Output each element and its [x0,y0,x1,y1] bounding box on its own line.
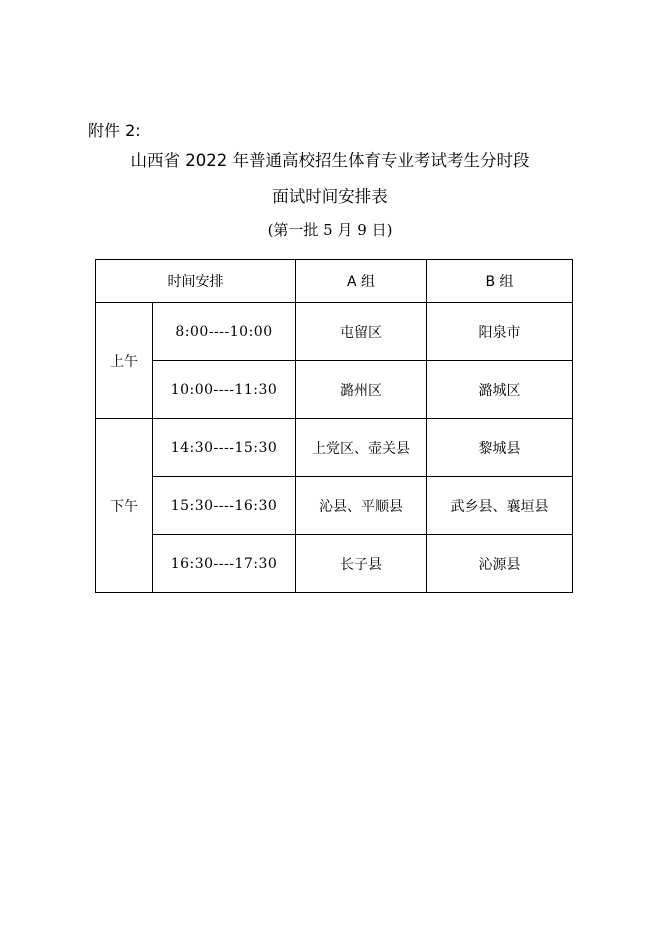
time-slot-cell: 16:30----17:30 [153,535,296,593]
batch-subtitle: (第一批 5 月 9 日) [267,221,393,239]
table-row [96,419,573,477]
header-time-arrangement: 时间安排 [96,260,296,303]
time-slot-cell: 15:30----16:30 [153,477,296,535]
schedule-table [95,259,573,593]
attachment-label: 附件 2: [88,121,141,140]
header-group-b: B 组 [427,260,573,303]
table-row [96,477,573,535]
table-row [96,303,573,361]
time-slot-cell: 8:00----10:00 [153,303,296,361]
group-b-cell: 潞城区 [427,361,573,419]
group-a-cell: 潞州区 [296,361,427,419]
group-b-cell: 阳泉市 [427,303,573,361]
group-b-cell: 沁源县 [427,535,573,593]
group-a-cell: 上党区、壶关县 [296,419,427,477]
header-group-a: A 组 [296,260,427,303]
period-morning-label: 上午 [96,303,153,419]
time-slot-cell: 14:30----15:30 [153,419,296,477]
table-row [96,361,573,419]
time-slot-cell: 10:00----11:30 [153,361,296,419]
period-afternoon-label: 下午 [96,419,153,593]
group-b-cell: 武乡县、襄垣县 [427,477,573,535]
table-header-row [96,260,573,303]
document-title-line-1: 山西省 2022 年普通高校招生体育专业考试考生分时段 [130,151,530,170]
group-b-cell: 黎城县 [427,419,573,477]
group-a-cell: 沁县、平顺县 [296,477,427,535]
group-a-cell: 长子县 [296,535,427,593]
group-a-cell: 屯留区 [296,303,427,361]
table-row [96,535,573,593]
document-title-line-2: 面试时间安排表 [272,187,388,206]
